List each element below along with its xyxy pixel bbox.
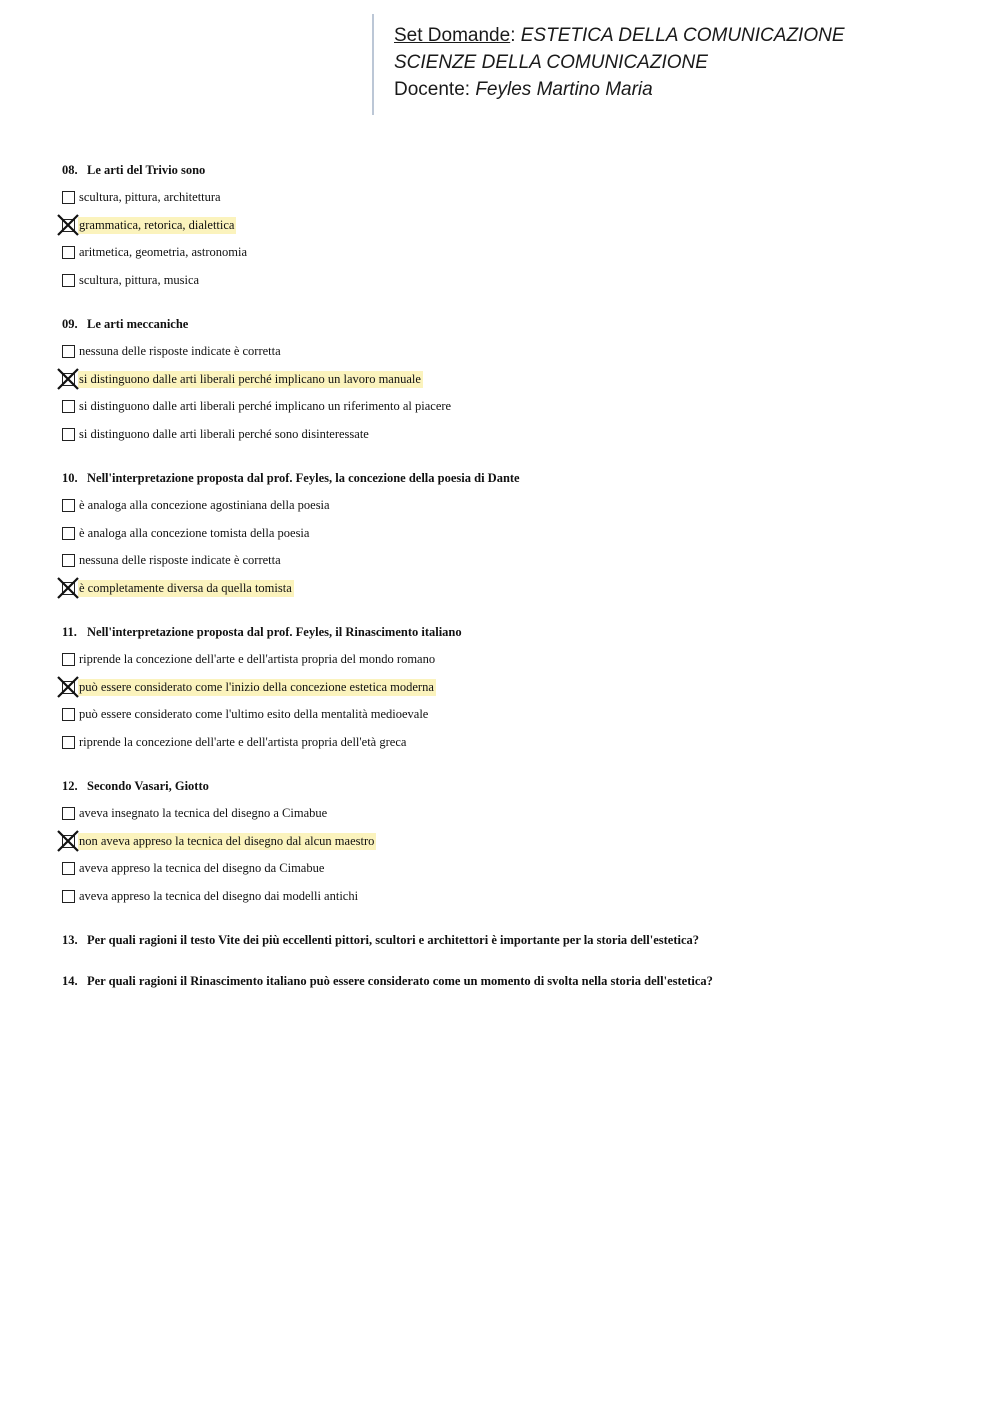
checkbox[interactable] — [62, 191, 75, 204]
option-text: scultura, pittura, architettura — [79, 190, 221, 205]
answer-option[interactable] — [62, 366, 962, 394]
question-text: Secondo Vasari, Giotto — [87, 779, 209, 793]
question-title — [62, 618, 962, 646]
option-text: aveva insegnato la tecnica del disegno a Cimabue — [79, 806, 328, 821]
question-title — [62, 464, 962, 492]
question-11 — [62, 618, 962, 756]
answer-option[interactable] — [62, 800, 962, 828]
option-text: nessuna delle risposte indicate è corretta — [79, 344, 281, 359]
set-line — [394, 22, 845, 49]
checkbox[interactable] — [62, 428, 75, 441]
answer-option[interactable] — [62, 184, 962, 212]
option-text: non aveva appreso la tecnica del disegno dal alcun maestro — [79, 833, 375, 848]
docente-label: Docente: — [394, 79, 476, 100]
course-name: SCIENZE DELLA COMUNICAZIONE — [394, 52, 708, 73]
answer-option[interactable] — [62, 729, 962, 757]
option-text: riprende la concezione dell'arte e dell'artista propria del mondo romano — [79, 652, 436, 667]
option-text: riprende la concezione dell'arte e dell'artista propria dell'età greca — [79, 734, 407, 749]
open-question-14 — [62, 967, 962, 995]
answer-option[interactable] — [62, 646, 962, 674]
question-number: 10. — [62, 471, 78, 485]
checkbox[interactable] — [62, 890, 75, 903]
answer-option[interactable] — [62, 421, 962, 449]
checkbox[interactable] — [62, 554, 75, 567]
question-title — [62, 156, 962, 184]
checkbox[interactable] — [62, 345, 75, 358]
option-text: è analoga alla concezione tomista della poesia — [79, 525, 310, 540]
question-title — [62, 772, 962, 800]
question-number: 13. — [62, 933, 78, 947]
question-number: 11. — [62, 625, 77, 639]
question-number: 08. — [62, 163, 78, 177]
option-text: è completamente diversa da quella tomista — [79, 580, 292, 595]
question-text: Nell'interpretazione proposta dal prof. Feyles, la concezione della poesia di Dante — [87, 471, 520, 485]
x-mark-icon — [56, 213, 80, 237]
x-mark-icon — [56, 675, 80, 699]
document-header — [372, 14, 845, 115]
option-text: scultura, pittura, musica — [79, 272, 200, 287]
answer-option[interactable] — [62, 855, 962, 883]
option-text: aveva appreso la tecnica del disegno da Cimabue — [79, 861, 325, 876]
docente-value: Feyles Martino Maria — [475, 79, 653, 100]
question-text: Nell'interpretazione proposta dal prof. Feyles, il Rinascimento italiano — [87, 625, 462, 639]
checkbox[interactable] — [62, 736, 75, 749]
question-12 — [62, 772, 962, 910]
option-text: può essere considerato come l'inizio della concezione estetica moderna — [79, 679, 434, 694]
answer-option[interactable] — [62, 338, 962, 366]
set-separator: : — [510, 25, 521, 46]
answer-option[interactable] — [62, 492, 962, 520]
answer-option[interactable] — [62, 239, 962, 267]
option-text: grammatica, retorica, dialettica — [79, 217, 235, 232]
option-text: si distinguono dalle arti liberali perché implicano un riferimento al piacere — [79, 399, 452, 414]
question-text: Per quali ragioni il Rinascimento italiano può essere considerato come un momento di svolta nella storia dell'estetica? — [87, 974, 713, 988]
question-text: Per quali ragioni il testo Vite dei più eccellenti pittori, scultori e architettori è importante per la storia dell'estetica? — [87, 933, 700, 947]
set-label: Set Domande — [394, 25, 511, 46]
question-number: 09. — [62, 317, 78, 331]
question-number: 14. — [62, 974, 78, 988]
checkbox[interactable] — [62, 653, 75, 666]
option-text: nessuna delle risposte indicate è corretta — [79, 553, 281, 568]
checkbox[interactable] — [62, 400, 75, 413]
checkbox[interactable] — [62, 862, 75, 875]
option-text: può essere considerato come l'ultimo esito della mentalità medioevale — [79, 707, 429, 722]
question-10 — [62, 464, 962, 602]
checkbox[interactable] — [62, 708, 75, 721]
checkbox[interactable] — [62, 499, 75, 512]
answer-option[interactable] — [62, 828, 962, 856]
checkbox[interactable] — [62, 527, 75, 540]
checkbox[interactable] — [62, 246, 75, 259]
answer-option[interactable] — [62, 547, 962, 575]
x-mark-icon — [56, 829, 80, 853]
set-value: ESTETICA DELLA COMUNICAZIONE — [520, 25, 845, 46]
open-question-13 — [62, 926, 962, 954]
option-text: aveva appreso la tecnica del disegno dai modelli antichi — [79, 888, 359, 903]
answer-option[interactable] — [62, 575, 962, 603]
question-list — [62, 156, 962, 1008]
question-text: Le arti del Trivio sono — [87, 163, 206, 177]
x-mark-icon — [56, 367, 80, 391]
option-text: si distinguono dalle arti liberali perché implicano un lavoro manuale — [79, 371, 421, 386]
answer-option[interactable] — [62, 267, 962, 295]
question-number: 12. — [62, 779, 78, 793]
answer-option[interactable] — [62, 520, 962, 548]
question-08 — [62, 156, 962, 294]
answer-option[interactable] — [62, 393, 962, 421]
answer-option[interactable] — [62, 212, 962, 240]
x-mark-icon — [56, 576, 80, 600]
checkbox[interactable] — [62, 274, 75, 287]
docente-line — [394, 76, 845, 103]
question-text: Le arti meccaniche — [87, 317, 189, 331]
checkbox[interactable] — [62, 807, 75, 820]
question-title — [62, 310, 962, 338]
option-text: è analoga alla concezione agostiniana della poesia — [79, 498, 330, 513]
answer-option[interactable] — [62, 701, 962, 729]
answer-option[interactable] — [62, 883, 962, 911]
option-text: aritmetica, geometria, astronomia — [79, 245, 247, 260]
question-09 — [62, 310, 962, 448]
answer-option[interactable] — [62, 674, 962, 702]
option-text: si distinguono dalle arti liberali perché sono disinteressate — [79, 426, 369, 441]
